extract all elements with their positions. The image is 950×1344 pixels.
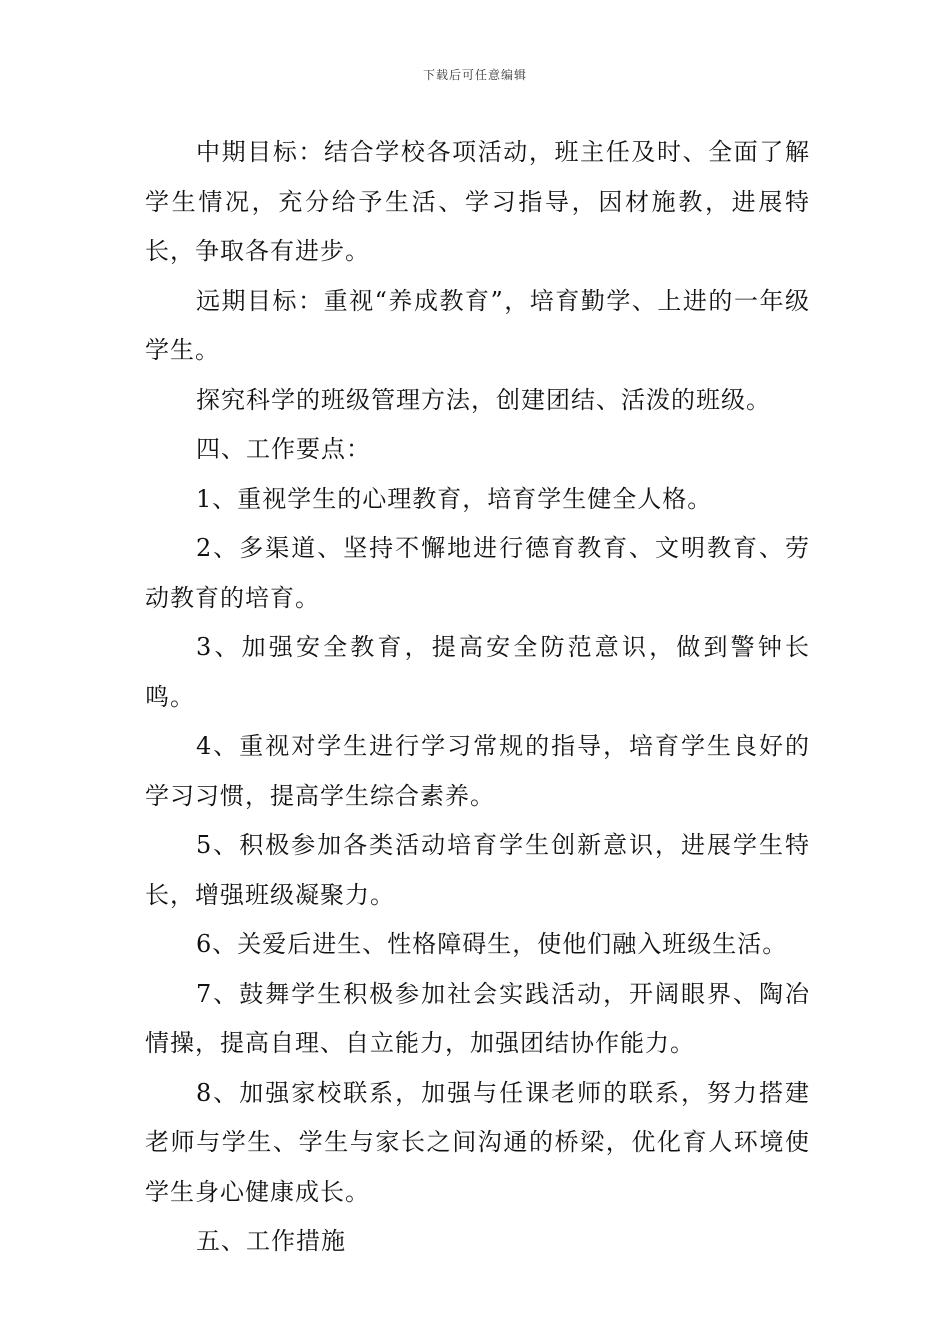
- work-point-5: 5、积极参加各类活动培育学生创新意识，进展学生特长，增强班级凝聚力。: [145, 831, 810, 909]
- work-point-6: 6、关爱后进生、性格障碍生，使他们融入班级生活。: [196, 930, 788, 958]
- section-heading-work-measures: 五、工作措施: [196, 1227, 346, 1255]
- work-point-8: 8、加强家校联系，加强与任课老师的联系，努力搭建老师与学生、学生与家长之间沟通的桥梁，优化育人环境使学生身心健康成长。: [145, 1078, 810, 1206]
- paragraph-management-method: 探究科学的班级管理方法，创建团结、活泼的班级。: [196, 385, 771, 414]
- work-point-1: 1、重视学生的心理教育，培育学生健全人格。: [196, 484, 713, 513]
- paragraph-long-term-goal: 远期目标：重视“养成教育”，培育勤学、上进的一年级学生。: [145, 286, 810, 364]
- work-point-4: 4、重视对学生进行学习常规的指导，培育学生良好的学习习惯，提高学生综合素养。: [145, 732, 810, 810]
- work-point-3: 3、加强安全教育，提高安全防范意识，做到警钟长鸣。: [145, 633, 810, 711]
- page-header-note: 下载后可任意编辑: [422, 68, 527, 82]
- document-body: [145, 128, 810, 1267]
- work-point-2: 2、多渠道、坚持不懈地进行德育教育、文明教育、劳动教育的培育。: [145, 534, 810, 612]
- section-heading-work-points: 四、工作要点：: [196, 435, 371, 463]
- work-point-7: 7、鼓舞学生积极参加社会实践活动，开阔眼界、陶冶情操，提高自理、自立能力，加强团结协作能力。: [145, 979, 810, 1057]
- paragraph-mid-term-goal: 中期目标：结合学校各项活动，班主任及时、全面了解学生情况，充分给予生活、学习指导，因材施教，进展特长，争取各有进步。: [145, 138, 810, 265]
